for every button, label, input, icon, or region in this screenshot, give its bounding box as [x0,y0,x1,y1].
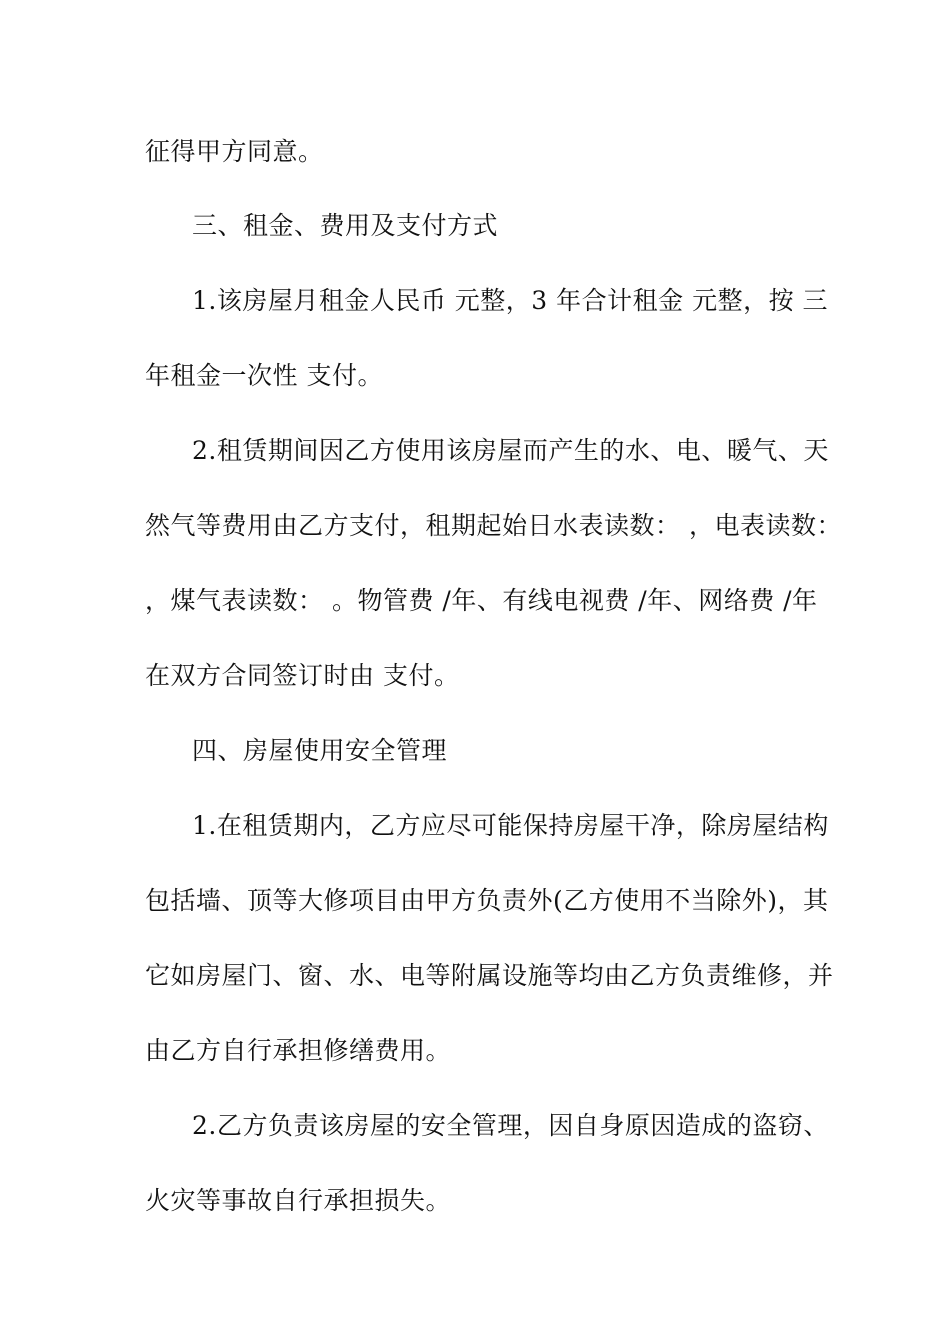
paragraph-line: 火灾等事故自行承担损失。 [145,1186,452,1215]
paragraph-line: ，煤气表读数： 。物管费 /年、有线电视费 /年、网络费 /年 [145,586,818,615]
paragraph-line: 1.在租赁期内，乙方应尽可能保持房屋干净，除房屋结构 [192,811,829,840]
paragraph-line: 在双方合同签订时由 支付。 [145,661,460,690]
paragraph-line: 由乙方自行承担修缮费用。 [145,1036,452,1065]
section-heading: 四、房屋使用安全管理 [192,736,448,765]
paragraph-line: 2.租赁期间因乙方使用该房屋而产生的水、电、暖气、天 [192,436,829,465]
paragraph-line: 征得甲方同意。 [145,137,324,166]
section-heading: 三、租金、费用及支付方式 [192,211,499,240]
paragraph-line: 年租金一次性 支付。 [145,361,383,390]
paragraph-line: 1.该房屋月租金人民币 元整，3 年合计租金 元整，按 三 [192,286,829,315]
paragraph-line: 然气等费用由乙方支付，租期起始日水表读数： ，电表读数： [145,511,842,540]
paragraph-line: 包括墙、顶等大修项目由甲方负责外(乙方使用不当除外)，其 [145,886,829,915]
paragraph-line: 它如房屋门、窗、水、电等附属设施等均由乙方负责维修，并 [145,961,834,990]
paragraph-line: 2.乙方负责该房屋的安全管理，因自身原因造成的盗窃、 [192,1111,829,1140]
